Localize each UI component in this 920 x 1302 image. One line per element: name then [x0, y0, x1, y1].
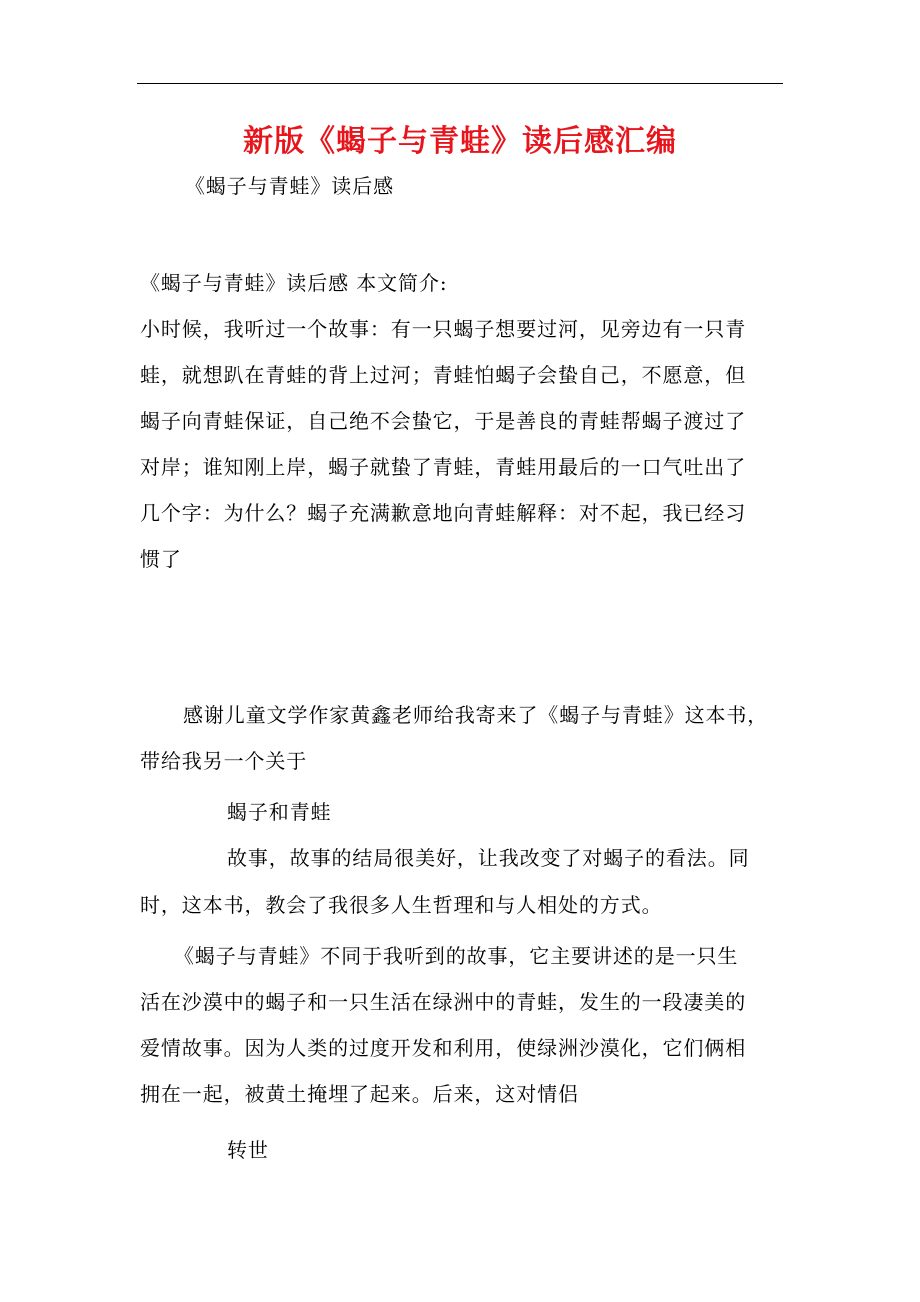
body-line: 故事，故事的结局很美好，让我改变了对蝎子的看法。同 — [227, 846, 750, 870]
body-line: 《蝎子与青蛙》不同于我听到的故事，它主要讲述的是一只生 — [174, 944, 739, 968]
intro-line: 蝎子向青蛙保证，自己绝不会蛰它，于是善良的青蛙帮蝎子渡过了 — [140, 409, 747, 433]
subtitle: 《蝎子与青蛙》读后感 — [185, 174, 394, 198]
body-line: 拥在一起，被黄土掩埋了起来。后来，这对情侣 — [140, 1082, 579, 1106]
body-line: 时，这本书，教会了我很多人生哲理和与人相处的方式。 — [140, 893, 663, 917]
intro-line: 几个字：为什么？蝎子充满歉意地向青蛙解释：对不起，我已经习 — [140, 501, 747, 525]
intro-line: 小时候，我听过一个故事：有一只蝎子想要过河，见旁边有一只青 — [140, 317, 747, 341]
body-line: 蝎子和青蛙 — [227, 800, 332, 824]
intro-heading: 《蝎子与青蛙》读后感 本文简介: — [140, 271, 448, 295]
header-rule — [137, 83, 783, 84]
body-line: 感谢儿童文学作家黄鑫老师给我寄来了《蝎子与青蛙》这本书， — [183, 703, 769, 727]
body-line: 转世 — [227, 1138, 269, 1162]
body-line: 爱情故事。因为人类的过度开发和利用，使绿洲沙漠化，它们俩相 — [140, 1036, 747, 1060]
body-line: 活在沙漠中的蝎子和一只生活在绿洲中的青蛙，发生的一段凄美的 — [140, 990, 747, 1014]
body-line: 带给我另一个关于 — [140, 749, 308, 773]
intro-line: 惯了 — [140, 547, 182, 571]
intro-line: 蛙，就想趴在青蛙的背上过河；青蛙怕蝎子会蛰自己，不愿意，但 — [140, 363, 747, 387]
document-title: 新版《蝎子与青蛙》读后感汇编 — [243, 124, 677, 159]
intro-line: 对岸；谁知刚上岸，蝎子就蛰了青蛙，青蛙用最后的一口气吐出了 — [140, 455, 747, 479]
